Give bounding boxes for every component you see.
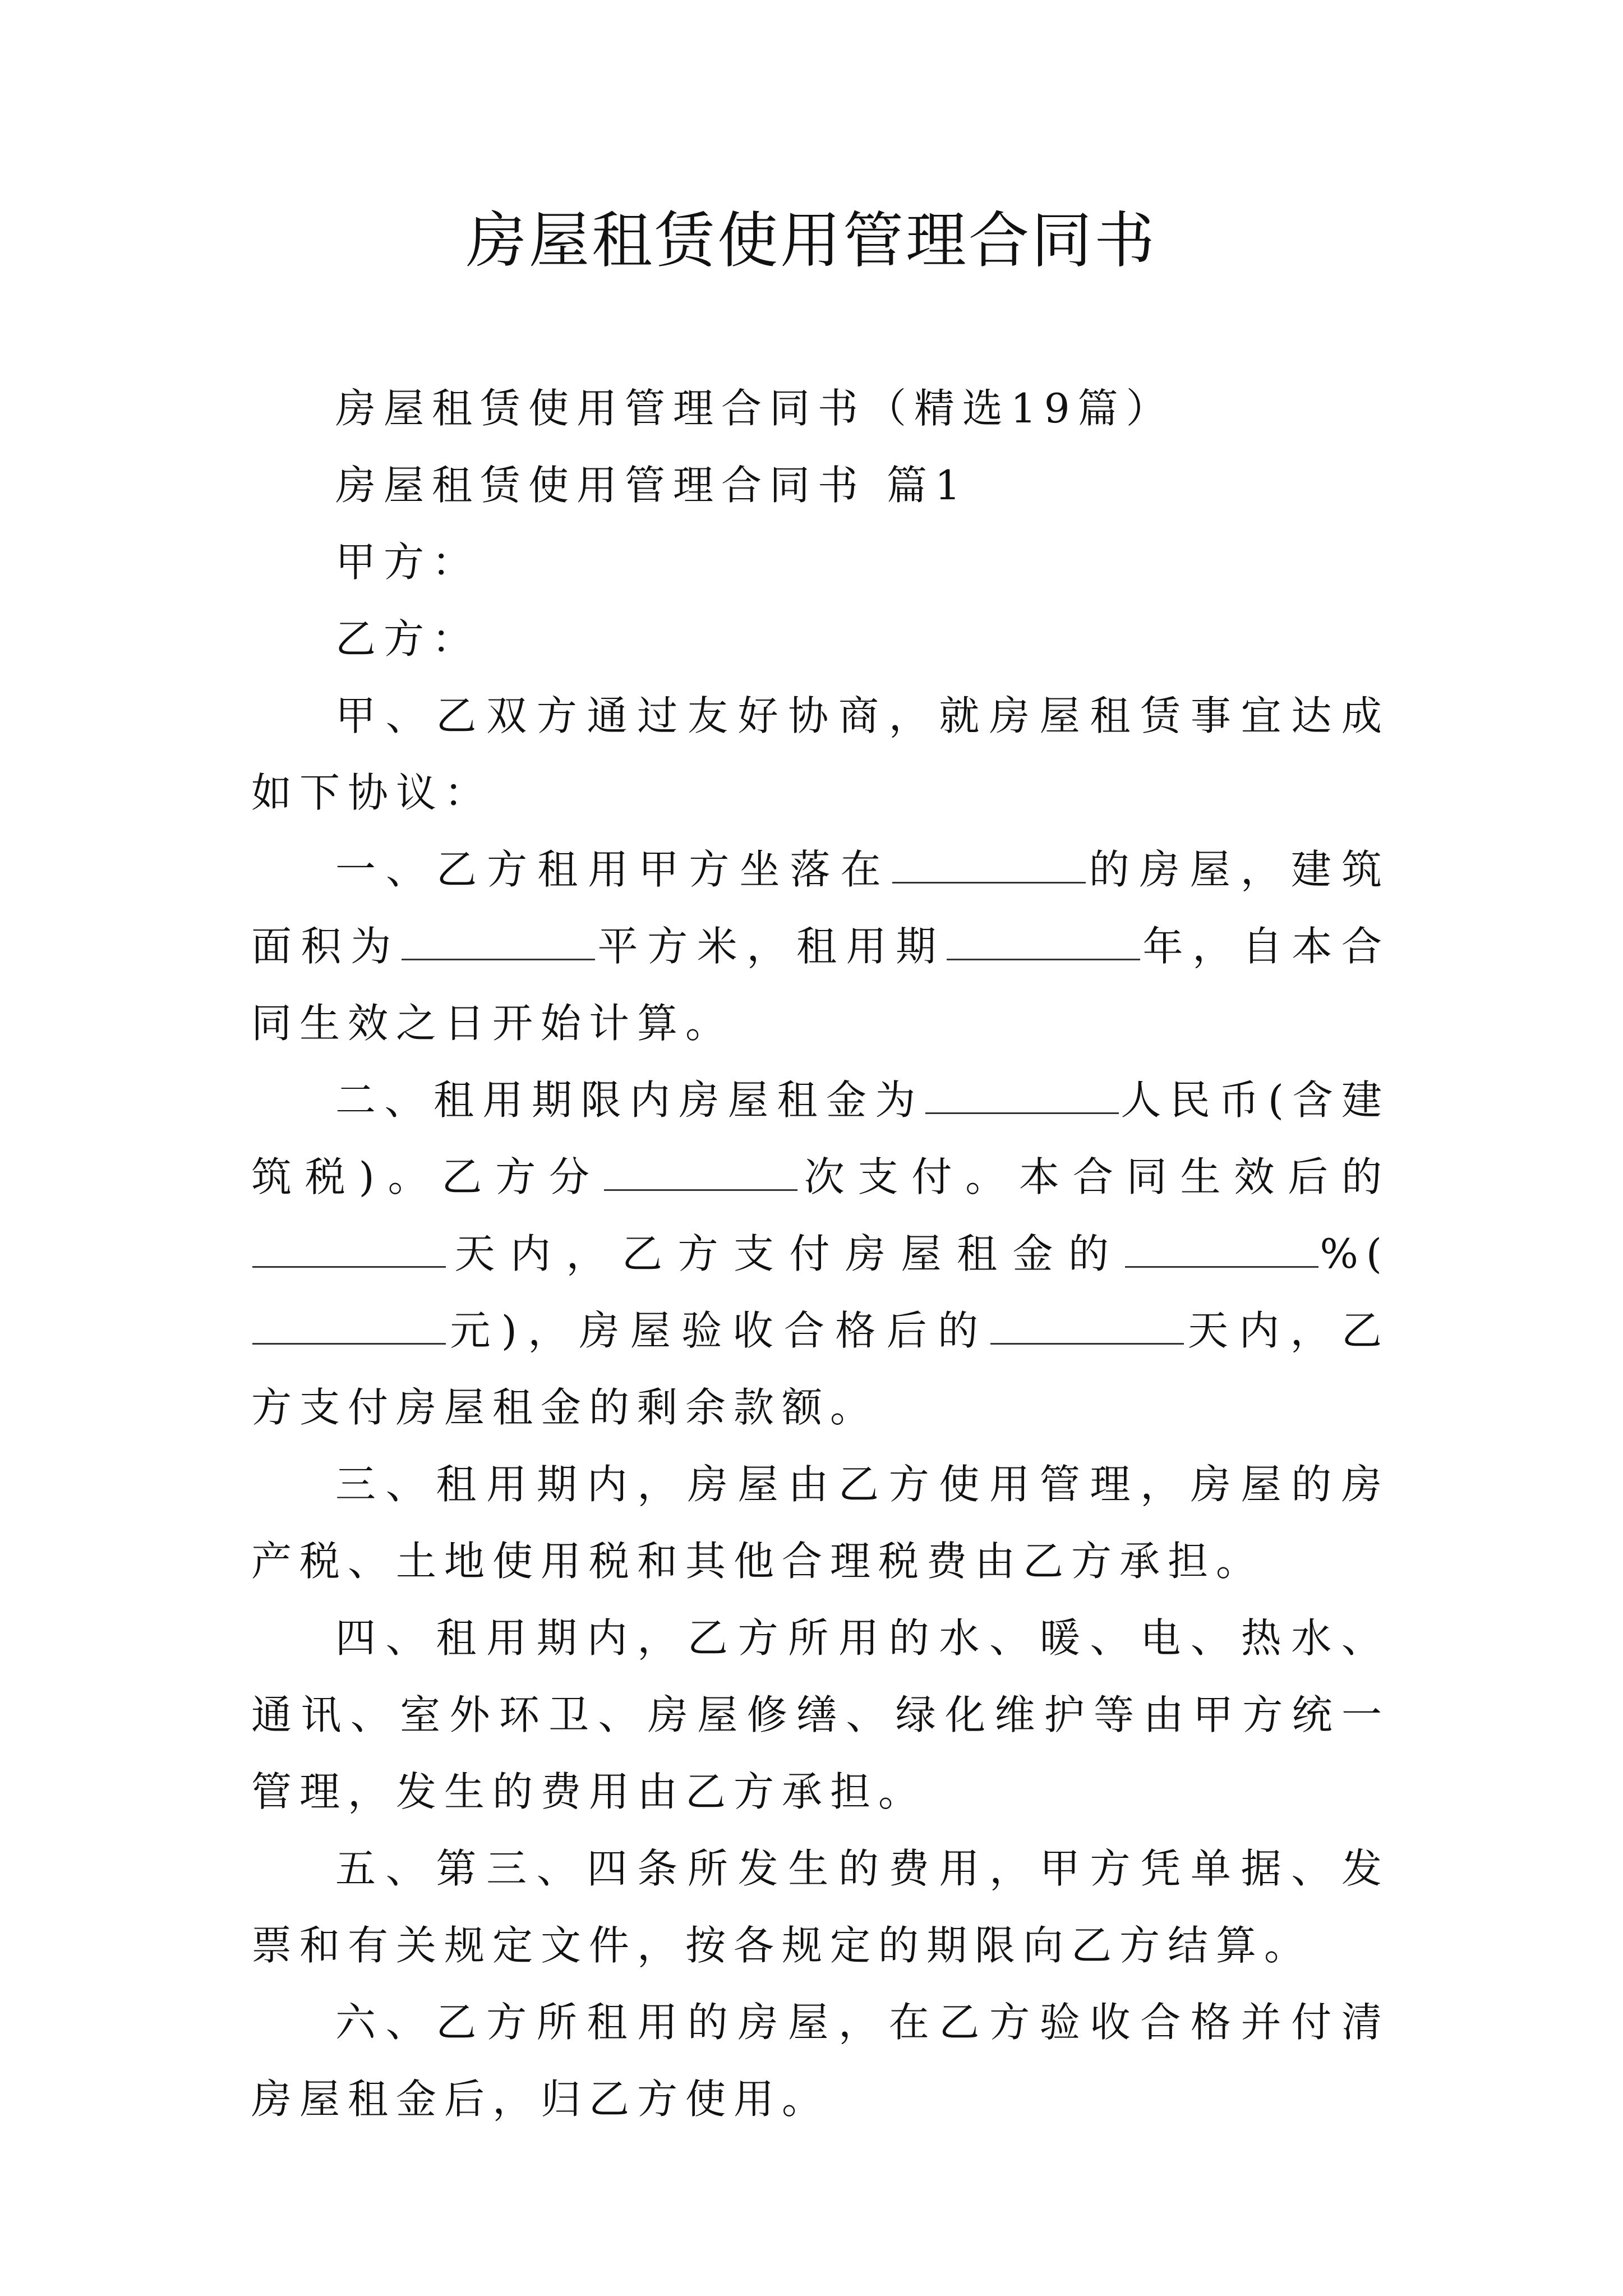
clause-1-text: 的房屋，建筑面积为 [251, 846, 1390, 970]
paragraph-party-b: 乙方： [335, 615, 481, 662]
clause-2-text: %( [1320, 1230, 1390, 1277]
document-body [251, 370, 1390, 2138]
paragraph-clause-5: 五、第三、四条所发生的费用，甲方凭单据、发票和有关规定文件，按各规定的期限向乙方结算。 [251, 1845, 1390, 1969]
clause-2-text: 二、租用期限内房屋租金为 [335, 1076, 924, 1124]
paragraph-party-a: 甲方： [335, 539, 481, 586]
blank-rent [925, 1079, 1119, 1114]
document-title: 房屋租赁使用管理合同书 [465, 206, 1157, 276]
blank-amount [252, 1309, 446, 1345]
paragraph-subtitle: 房屋租赁使用管理合同书（精选19篇） [335, 385, 1174, 432]
paragraph-clause-6: 六、乙方所租用的房屋，在乙方验收合格并付清房屋租金后，归乙方使用。 [251, 1999, 1390, 2123]
paragraph-section-heading: 房屋租赁使用管理合同书 篇1 [335, 462, 969, 509]
clause-1-text: 一、乙方租用甲方坐落在 [335, 846, 891, 893]
clause-1-text: 平方米，租用期 [596, 923, 946, 970]
paragraph-clause-4: 四、租用期内，乙方所用的水、暖、电、热水、通讯、室外环卫、房屋修缮、绿化维护等由甲方统一管理，发生的费用由乙方承担。 [251, 1614, 1390, 1815]
clause-1-text: 年，自本合同生效之日开始计算。 [251, 923, 1390, 1047]
blank-installments [604, 1156, 797, 1191]
clause-2-text: 元)，房屋验收合格后的 [447, 1307, 989, 1354]
paragraph-preamble: 甲、乙双方通过友好协商，就房屋租赁事宜达成如下协议： [251, 692, 1390, 816]
clause-2-text: 次支付。本合同生效后的 [798, 1153, 1390, 1200]
blank-days [252, 1232, 446, 1268]
clause-2-text: 人民币(含建筑税)。乙方分 [251, 1076, 1390, 1200]
paragraph-clause-3: 三、租用期内，房屋由乙方使用管理，房屋的房产税、土地使用税和其他合理税费由乙方承担。 [251, 1461, 1390, 1585]
blank-percent [1125, 1232, 1318, 1268]
blank-days-after-acceptance [990, 1309, 1184, 1345]
clause-2-text: 天内，乙方支付房屋租金的 [447, 1230, 1124, 1277]
blank-area [402, 925, 595, 960]
blank-location [892, 848, 1086, 884]
clause-2-text: 天内，乙方支付房屋租金的剩余款额。 [251, 1307, 1390, 1431]
paragraph-clause-2 [251, 1062, 1390, 1446]
blank-term [947, 925, 1140, 960]
paragraph-clause-1 [251, 831, 1390, 1062]
